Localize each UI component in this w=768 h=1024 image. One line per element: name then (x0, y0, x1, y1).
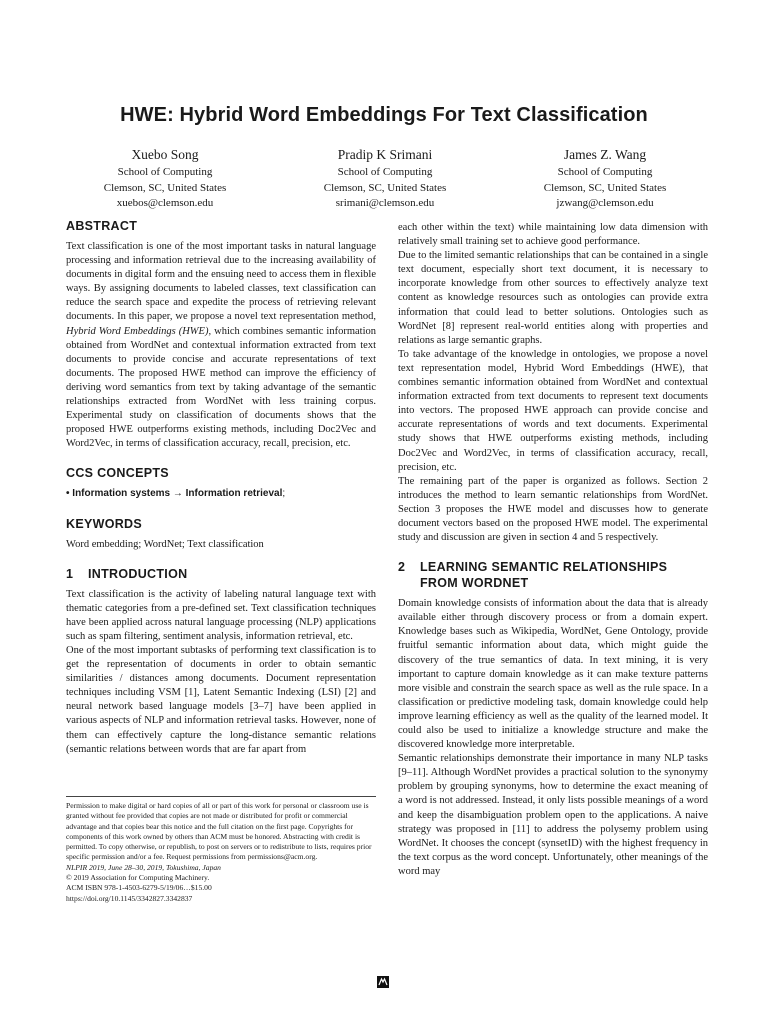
author-affiliation: School of Computing (557, 166, 653, 178)
right-paragraph-4: The remaining part of the paper is organized as follows. Section 2 introduces the method to learn semantic relationships from WordNet. Section 3 proposes the HWE model and discusses how to generate document vectors based on the proposed HWE model. The experimental study and discussion are given in section 4 and 5 respectively. (398, 475, 708, 544)
section-title: INTRODUCTION (88, 566, 188, 581)
section-number: 1 (66, 566, 74, 581)
author-affiliation: School of Computing (117, 166, 213, 178)
author-affiliation: School of Computing (337, 166, 433, 178)
acm-logo-icon (377, 976, 389, 988)
author-email: srimani@clemson.edu (335, 197, 435, 209)
author-email: jzwang@clemson.edu (556, 197, 654, 209)
copyright-line: © 2019 Association for Computing Machinery. (66, 873, 210, 883)
intro-heading (66, 566, 376, 582)
abstract-heading: ABSTRACT (66, 219, 138, 233)
author-location: Clemson, SC, United States (543, 181, 667, 194)
author-1 (60, 145, 270, 212)
section2-paragraph-2: Semantic relationships demonstrate their importance in many NLP tasks [9–11]. Although WordNet provides a practical solution to the synonymy problem by grouping synonyms, how to determine the exact meaning of a word is not addressed. Instead, it only lists possible meanings of a word and keep the disambiguation problem open to the applications. A naive strategy was proposed in [11] to address the polysemy problem using WordNet. It chooses the concept (synsetID) with the highest frequency in the text corpus as the word concept. Unfortunately, other meanings of the word may (398, 753, 708, 877)
author-name: Pradip K Srimani (337, 147, 433, 162)
abstract-text-part: which combines semantic information obtained from WordNet and contextual information extracted from text documents to provide concise and accurate representations of text documents. The proposed HWE method can improve the efficiency of deriving word semantics from text by taking advantage of the semantic relationships extracted from WordNet with less training corpus. Experimental study on classification of documents shows that the proposed HWE outperforms existing methods, including Doc2Vec and Word2Vec, in terms of classification accuracy, recall, precision, etc. (66, 325, 377, 450)
left-column (66, 218, 376, 757)
section2-paragraph-1: Domain knowledge consists of information about the data that is already available either through discovery process or from a domain expert. Knowledge bases such as Wikipedia, WordNet, Gene Ontology, provide fruitful semantic information about data, which might guide the discovery of the true semantics of data. In text mining, it is very important to capture domain knowledge as it can make texture patterns more visible and constrain the search space as well as the rule space. In a classification or predictive modeling task, domain knowledge could help improve learning efficiency as well as the quality of the learned model. It could also be used to initialize a knowledge structure and make the discovered knowledge more interpretable. (398, 598, 708, 751)
permission-notice: Permission to make digital or hard copies of all or part of this work for personal or classroom use is granted without fee provided that copies are not made or distributed for profit or commercial advantage and that copies bear this notice and the full citation on the first page. Copyrights for components of this work owned by others than ACM must be honored. Abstracting with credit is permitted. To copy otherwise, or republish, to post on servers or to redistribute to lists, requires prior specific permission and/or a fee. Request permissions from permissions@acm.org. (66, 801, 372, 862)
section-number: 2 (398, 560, 406, 575)
abstract-text (66, 240, 376, 451)
conference-info (66, 863, 376, 873)
right-column (398, 221, 708, 879)
author-name: Xuebo Song (131, 147, 199, 162)
ccs-suffix: ; (282, 488, 286, 500)
paper-title: HWE: Hybrid Word Embeddings For Text Classification (120, 104, 648, 126)
abstract-text-part: Text classification is one of the most important tasks in natural language processing and information retrieval due to the increasing availability of documents in digital form and the ensuing need to access them in flexible ways. By assigning documents to labeled classes, text classification can reduce the search space and expedite the process of retrieving relevant documents. In this paper, we propose a novel text representation method, (66, 241, 376, 323)
author-3 (500, 145, 710, 212)
keywords-heading: KEYWORDS (66, 516, 143, 531)
ccs-bullet: • (66, 488, 70, 500)
intro-paragraph-2: One of the most important subtasks of performing text classification is to get the representation of documents in order to obtain semantic similarities / distances among documents. Document representation techniques including VSM [1], Latent Semantic Indexing (LSI) [2] and neural network based language models [3–7] have been applied in various aspects of NLP and information retrieval tasks. However, none of them can effectively capture the long-distance semantic relations (semantic relations between words that are far apart from (66, 644, 376, 755)
intro-paragraph-1: Text classification is the activity of labeling natural language text with thematic categories from a pre-defined set. Text classification techniques have been applied across natural language processing (NLP) applications such as spam filtering, sentiment analysis, information retrieval, etc. (66, 588, 376, 642)
author-location: Clemson, SC, United States (103, 181, 227, 194)
right-paragraph-1: each other within the text) while maintaining low data dimension with relatively small training set to achieve good performance. (398, 222, 708, 248)
ccs-concept: Information systems → Information retrieval (72, 488, 283, 500)
right-paragraph-3: To take advantage of the knowledge in ontologies, we propose a novel text representation model, Hybrid Word Embeddings (HWE), that combines semantic information obtained from WordNet and contextual information extracted from text documents to represent text documents into vectors. The proposed HWE approach can provide concise and accurate representations of words and text documents. Experimental study shows that HWE outperforms existing methods, including Doc2Vec and Word2Vec, in terms of classification accuracy, recall, precision, etc. (398, 348, 708, 473)
section-title: LEARNING SEMANTIC RELATIONSHIPS FROM WORDNET (420, 560, 668, 591)
author-2 (280, 145, 490, 212)
ccs-heading: CCS CONCEPTS (66, 466, 169, 481)
abstract-emphasis: Hybrid Word Embeddings (HWE), (66, 325, 212, 337)
doi-line: https://doi.org/10.1145/3342827.3342837 (66, 893, 193, 903)
author-email: xuebos@clemson.edu (116, 197, 214, 209)
isbn-line: ACM ISBN 978-1-4503-6279-5/19/06…$15.00 (66, 883, 212, 893)
copyright-footnote (66, 796, 376, 904)
ccs-concepts (66, 487, 376, 501)
right-paragraph-2: Due to the limited semantic relationships that can be contained in a single text document, especially short text document, it is necessary to incorporate knowledge from other sources to effectively analyze text content as knowledge resources such as ontologies can provide extra information that could lead to better solutions. Ontologies such as WordNet [8] represent real-world entities along with properties and relations as large semantic graphs. (398, 250, 708, 346)
author-block (60, 145, 710, 212)
conference-name: NLPIR 2019, June 28–30, 2019, Tokushima, Japan (66, 862, 221, 872)
author-location: Clemson, SC, United States (323, 181, 447, 194)
author-name: James Z. Wang (563, 147, 647, 162)
keywords-text: Word embedding; WordNet; Text classification (66, 538, 264, 550)
section2-heading (398, 559, 708, 591)
